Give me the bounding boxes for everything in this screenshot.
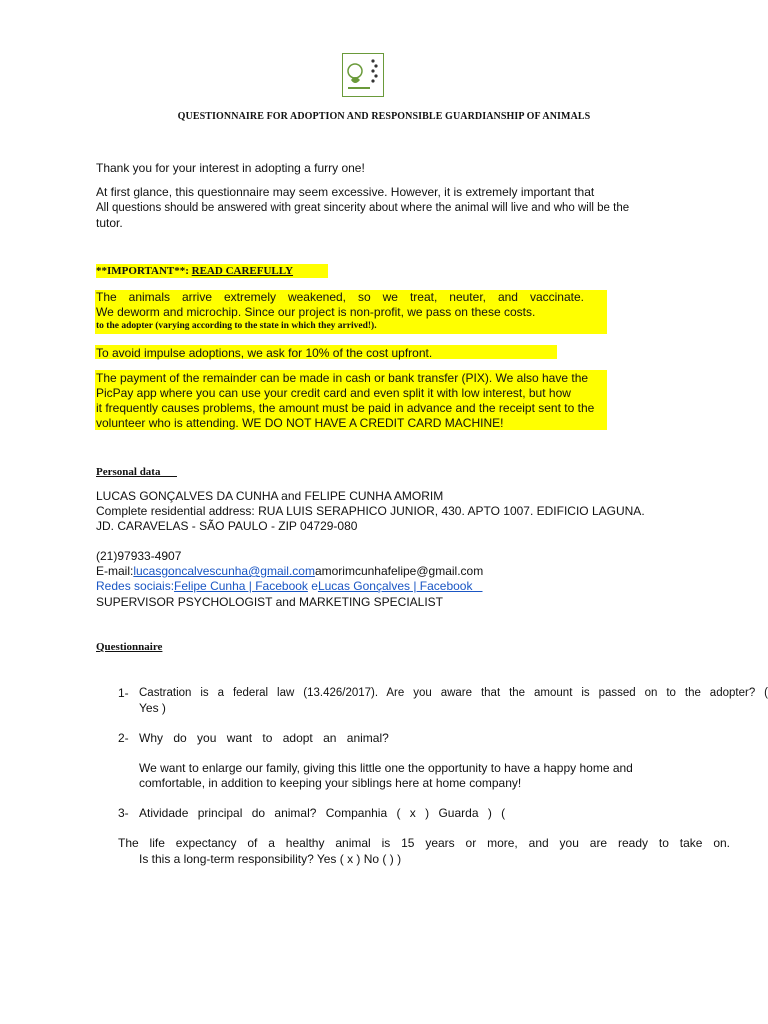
personal-email-line bbox=[96, 564, 483, 579]
q2-number: 2- bbox=[118, 731, 129, 745]
personal-social-line bbox=[96, 579, 483, 594]
important-p3-line3: it frequently causes problems, the amount must be paid in advance and the receipt sent to the bbox=[96, 401, 595, 415]
q3-text: Atividade principal do animal? Companhia ( x ) Guarda ) ( bbox=[139, 806, 506, 820]
important-prefix: **IMPORTANT**: bbox=[96, 265, 192, 277]
personal-profession: SUPERVISOR PSYCHOLOGIST and MARKETING SPECIALIST bbox=[96, 595, 443, 609]
q1-number: 1- bbox=[118, 686, 129, 700]
social-link-lucas[interactable]: Lucas Gonçalves | Facebook bbox=[317, 579, 473, 593]
social-link-felipe[interactable]: Felipe Cunha | Facebook bbox=[174, 579, 308, 593]
q2-text: Why do you want to adopt an animal? bbox=[139, 731, 389, 745]
q1-continued: Yes ) bbox=[139, 701, 166, 715]
important-p3-line4: volunteer who is attending. WE DO NOT HAVE A CREDIT CARD MACHINE! bbox=[96, 416, 504, 430]
social-label: Redes sociais: bbox=[96, 579, 175, 593]
important-p3-line2: PicPay app where you can use your credit card and even split it with low interest, but how bbox=[96, 386, 571, 400]
social-separator: e bbox=[307, 579, 318, 593]
personal-address-1: Complete residential address: RUA LUIS SERAPHICO JUNIOR, 430. APTO 1007. EDIFICIO LAGUNA. bbox=[96, 504, 645, 518]
personal-data-label: Personal data bbox=[96, 466, 161, 478]
email-label: E-mail: bbox=[96, 564, 134, 578]
a2-line1: We want to enlarge our family, giving this little one the opportunity to have a happy home and bbox=[139, 761, 633, 775]
q3-number: 3- bbox=[118, 806, 129, 820]
intro-line-1: At first glance, this questionnaire may seem excessive. However, it is extremely important that bbox=[96, 185, 595, 199]
a2-line2: comfortable, in addition to keeping your siblings here at home company! bbox=[139, 776, 522, 790]
important-heading bbox=[96, 265, 293, 277]
intro-line-2: All questions should be answered with great sincerity about where the animal will live and who will be the bbox=[96, 202, 630, 214]
paw-logo-icon bbox=[343, 54, 382, 95]
important-p1-line1: The animals arrive extremely weakened, so we treat, neuter, and vaccinate. bbox=[96, 290, 584, 304]
q4-line2: Is this a long-term responsibility? Yes ( x ) No ( ) ) bbox=[139, 852, 402, 866]
q1-text: Castration is a federal law (13.426/2017). Are you aware that the amount is passed on to the adopter? ( bbox=[139, 687, 768, 699]
email-link-lucas[interactable]: lucasgoncalvescunha@gmail.com bbox=[133, 564, 315, 578]
important-p1-line2: We deworm and microchip. Since our project is non-profit, we pass on these costs. bbox=[96, 305, 536, 319]
personal-phone: (21)97933-4907 bbox=[96, 549, 182, 563]
logo bbox=[342, 53, 384, 97]
q4-line1: The life expectancy of a healthy animal is 15 years or more, and you are ready to take on. bbox=[118, 836, 730, 850]
intro-thanks: Thank you for your interest in adopting a furry one! bbox=[96, 161, 365, 175]
read-carefully: READ CAREFULLY bbox=[191, 265, 294, 277]
important-p1-line3: to the adopter (varying according to the state in which they arrived!). bbox=[96, 321, 377, 331]
personal-data-heading bbox=[96, 466, 177, 478]
important-p2: To avoid impulse adoptions, we ask for 10% of the cost upfront. bbox=[96, 346, 433, 360]
email-felipe: amorimcunhafelipe@gmail.com bbox=[314, 564, 484, 578]
personal-names: LUCAS GONÇALVES DA CUNHA and FELIPE CUNHA AMORIM bbox=[96, 489, 444, 503]
questionnaire-heading: Questionnaire bbox=[96, 641, 163, 653]
personal-address-2: JD. CARAVELAS - SÃO PAULO - ZIP 04729-080 bbox=[96, 519, 358, 533]
page-title: QUESTIONNAIRE FOR ADOPTION AND RESPONSIBLE GUARDIANSHIP OF ANIMALS bbox=[177, 111, 591, 122]
important-p3-line1: The payment of the remainder can be made in cash or bank transfer (PIX). We also have the bbox=[96, 371, 589, 385]
intro-line-3: tutor. bbox=[96, 216, 123, 230]
